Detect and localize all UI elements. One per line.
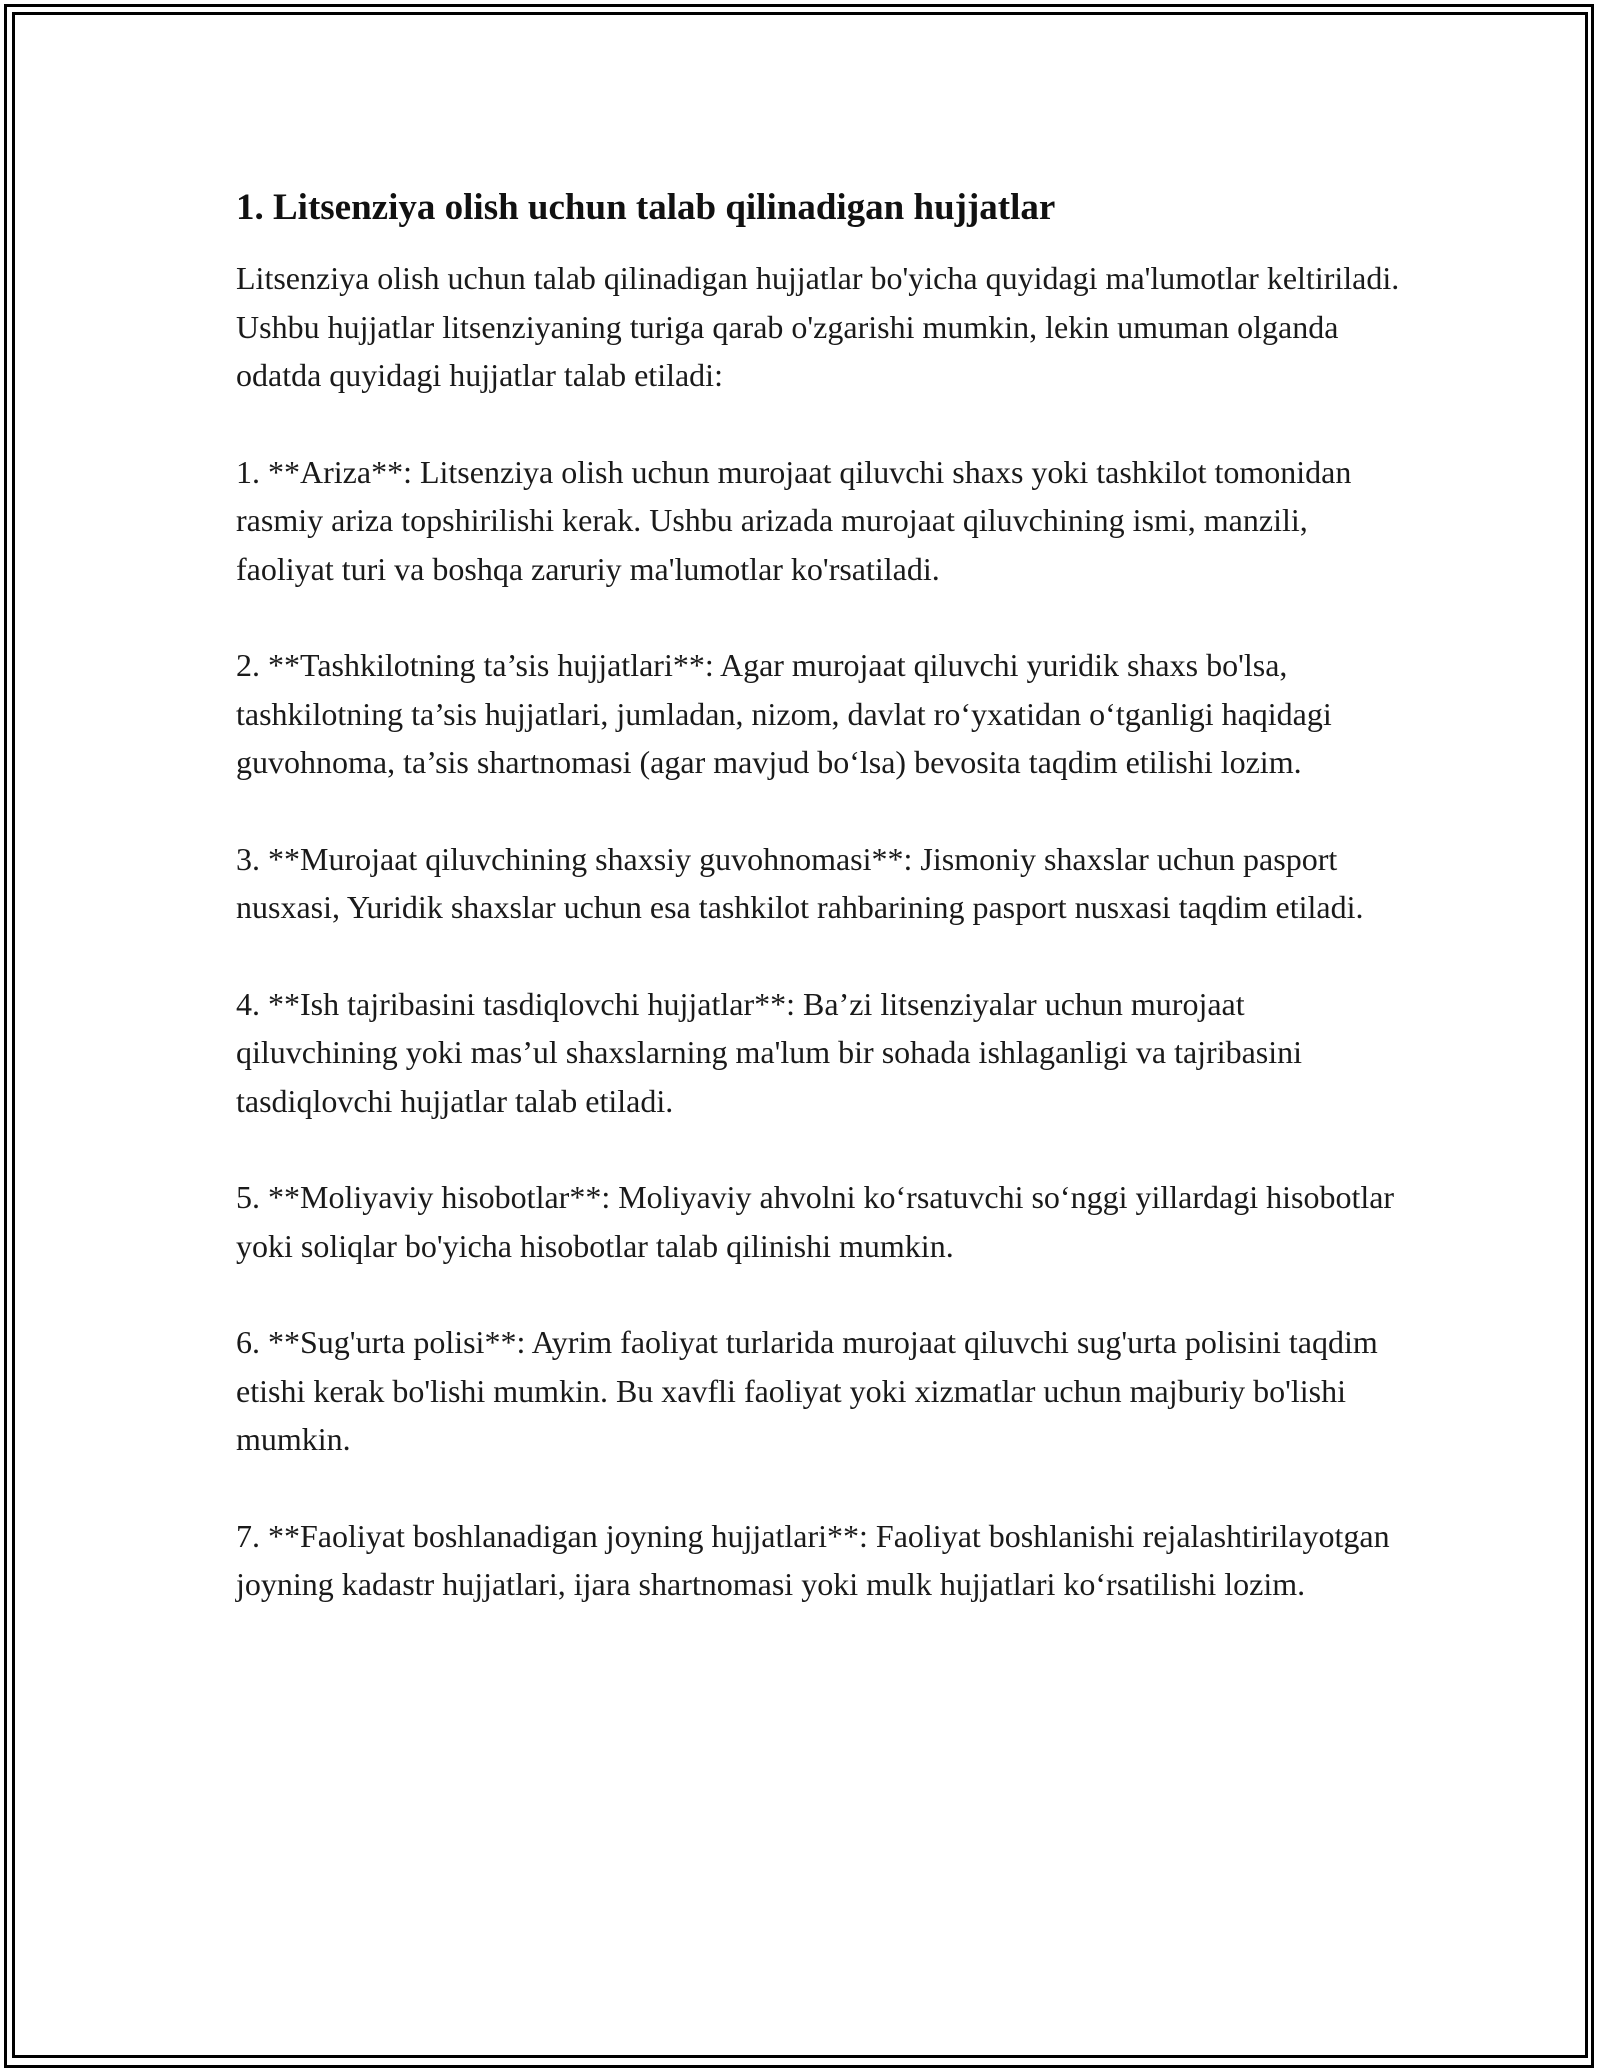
list-item-ish-tajribasi: 4. **Ish tajribasini tasdiqlovchi hujjatlar**: Ba’zi litsenziyalar uchun murojaat qiluvchining yoki mas’ul shaxslarning ma'lum bir sohada ishlaganligi va tajribasini tasdiqlovchi hujjatlar talab etiladi. [236,985,1303,1119]
list-item-sugurta-polisi: 6. **Sug'urta polisi**: Ayrim faoliyat turlarida murojaat qiluvchi sug'urta polisini taqdim etishi kerak bo'lishi mumkin. Bu xavfli faoliyat yoki xizmatlar uchun majburiy bo'lishi mumkin. [236,1324,1378,1457]
intro-paragraph: Litsenziya olish uchun talab qilinadigan hujjatlar bo'yicha quyidagi ma'lumotlar keltiriladi. Ushbu hujjatlar litsenziyaning turiga qarab o'zgarishi mumkin, lekin umuman olganda odatda quyidagi hujjatlar talab etiladi: [236,260,1400,393]
document-title: 1. Litsenziya olish uchun talab qilinadigan hujjatlar [236,187,1056,228]
list-item-moliyaviy-hisobotlar: 5. **Moliyaviy hisobotlar**: Moliyaviy ahvolni ko‘rsatuvchi so‘nggi yillardagi hisobotlar yoki soliqlar bo'yicha hisobotlar talab qilinishi mumkin. [236,1179,1395,1264]
list-item-tasis-hujjatlari: 2. **Tashkilotning ta’sis hujjatlari**: Agar murojaat qiluvchi yuridik shaxs bo'lsa, tashkilotning ta’sis hujjatlari, jumladan, nizom, davlat ro‘yxatidan o‘tganligi haqidagi guvohnoma, ta’sis shartnomasi (agar mavjud bo‘lsa) bevosita taqdim etilishi lozim. [236,647,1332,780]
list-item-shaxsiy-guvohnoma: 3. **Murojaat qiluvchining shaxsiy guvohnomasi**: Jismoniy shaxslar uchun pasport nusxasi, Yuridik shaxslar uchun esa tashkilot rahbarining pasport nusxasi taqdim etiladi. [236,840,1364,925]
document-body [236,186,1400,1609]
list-item-joy-hujjatlari: 7. **Faoliyat boshlanadigan joyning hujjatlari**: Faoliyat boshlanishi rejalashtirilayotgan joyning kadastr hujjatlari, ijara shartnomasi yoki mulk hujjatlari ko‘rsatilishi lozim. [236,1517,1390,1602]
list-item-ariza: 1. **Ariza**: Litsenziya olish uchun murojaat qiluvchi shaxs yoki tashkilot tomonidan rasmiy ariza topshirilishi kerak. Ushbu arizada murojaat qiluvchining ismi, manzili, faoliyat turi va boshqa zaruriy ma'lumotlar ko'rsatiladi. [236,453,1352,587]
